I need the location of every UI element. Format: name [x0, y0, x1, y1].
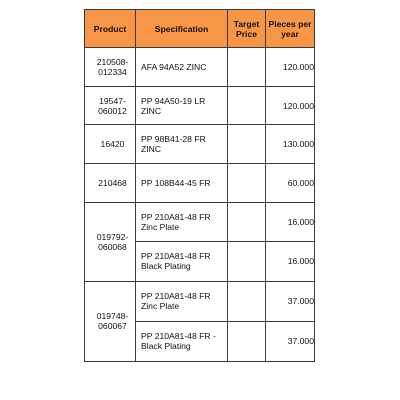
- header-target-price: Target Price: [228, 10, 266, 48]
- specification-cell: PP 210A81-48 FR Zinc Plate: [136, 203, 228, 241]
- pieces-per-year-cell: 37.000: [266, 321, 315, 361]
- specification-cell: PP 210A81-48 FR - Black Plating: [136, 321, 228, 361]
- specification-cell: PP 108B44-45 FR: [136, 164, 228, 203]
- header-pieces-per-year: Pieces per year: [266, 10, 315, 48]
- pieces-per-year-cell: 120.000: [266, 48, 315, 87]
- table-row: [85, 164, 315, 203]
- product-cell: 210508-012334: [85, 48, 136, 87]
- target-price-cell: [228, 241, 266, 281]
- pieces-per-year-cell: 16.000: [266, 203, 315, 241]
- target-price-cell: [228, 164, 266, 203]
- product-cell: 210468: [85, 164, 136, 203]
- table-body: [85, 48, 315, 362]
- target-price-cell: [228, 48, 266, 87]
- pieces-per-year-cell: 16.000: [266, 241, 315, 281]
- target-price-cell: [228, 321, 266, 361]
- specification-cell: PP 94A50-19 LR ZINC: [136, 87, 228, 125]
- header-row: [85, 10, 315, 48]
- product-cell: 019748-060067: [85, 281, 136, 361]
- pieces-per-year-cell: 37.000: [266, 281, 315, 321]
- header-specification: Specification: [136, 10, 228, 48]
- pieces-per-year-cell: 60.000: [266, 164, 315, 203]
- table-row: [85, 87, 315, 125]
- table-row: [85, 48, 315, 87]
- table-row: [85, 203, 315, 241]
- specification-cell: PP 210A81-48 FR Black Plating: [136, 241, 228, 281]
- target-price-cell: [228, 281, 266, 321]
- target-price-cell: [228, 87, 266, 125]
- product-cell: 16420: [85, 125, 136, 164]
- specification-cell: PP 210A81-48 FR Zinc Plate: [136, 281, 228, 321]
- pieces-per-year-cell: 130.000: [266, 125, 315, 164]
- table-row: [85, 281, 315, 321]
- pieces-per-year-cell: 120.000: [266, 87, 315, 125]
- table-header: [85, 10, 315, 48]
- product-cell: 019792-060068: [85, 203, 136, 281]
- target-price-cell: [228, 203, 266, 241]
- table-row: [85, 125, 315, 164]
- specification-cell: PP 98B41-28 FR ZINC: [136, 125, 228, 164]
- specification-cell: AFA 94A52 ZINC: [136, 48, 228, 87]
- quote-table: [84, 9, 315, 362]
- target-price-cell: [228, 125, 266, 164]
- product-cell: 19547-060012: [85, 87, 136, 125]
- header-product: Product: [85, 10, 136, 48]
